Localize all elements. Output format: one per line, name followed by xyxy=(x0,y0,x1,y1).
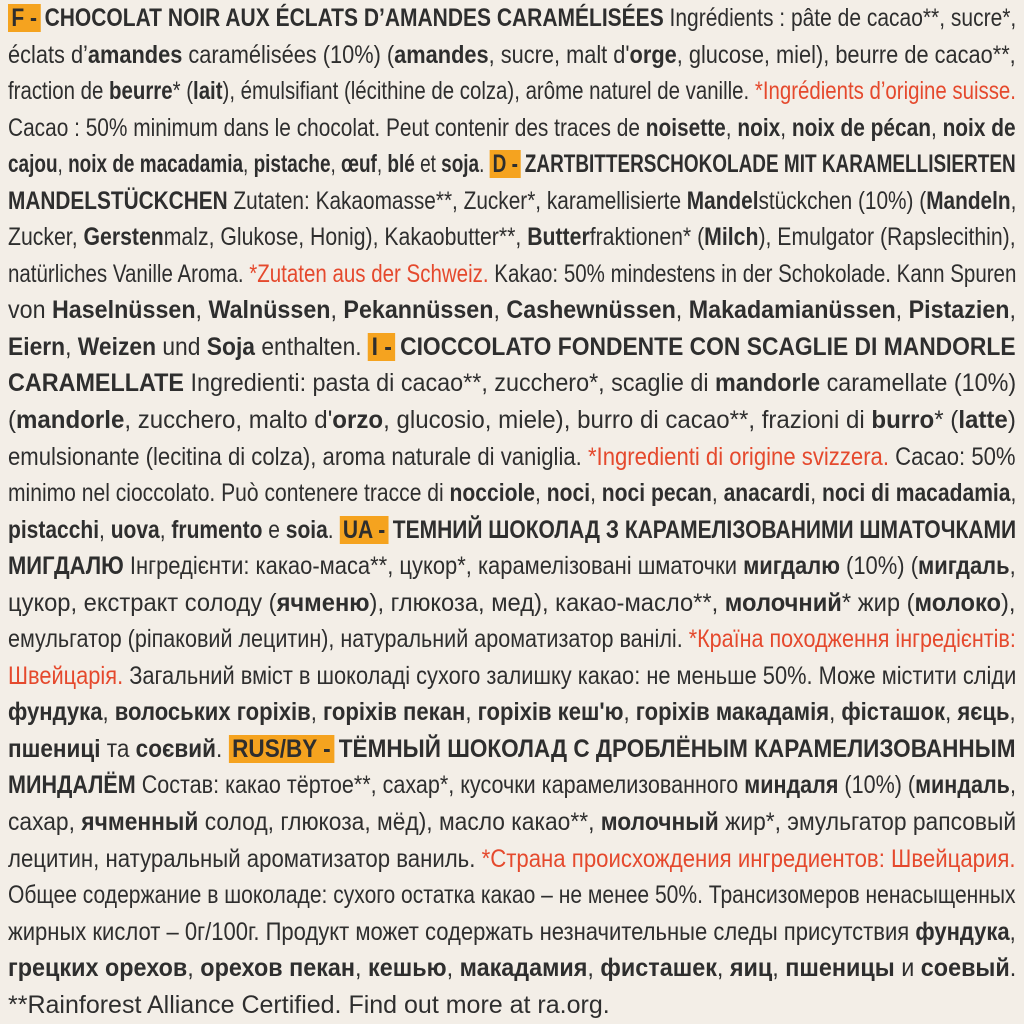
body-text: , xyxy=(330,150,342,179)
body-text: , xyxy=(159,515,172,544)
line-content xyxy=(8,183,1016,220)
line-content xyxy=(8,402,1016,439)
allergen-text: beurre xyxy=(109,77,173,106)
origin-note: *Страна происхождения ингредиентов: Швейцария. xyxy=(481,844,1016,873)
text-line xyxy=(8,804,1016,841)
text-line xyxy=(8,183,1016,220)
origin-note: Швейцарія. xyxy=(8,661,124,690)
product-name-heading: МИНДАЛЁМ xyxy=(8,771,136,800)
product-name-heading: CARAMELLATE xyxy=(8,369,185,398)
body-text: , glucosio, miele), burro di cacao**, frazioni di xyxy=(383,406,872,435)
origin-note: *Країна походження інгредієнтів: xyxy=(688,625,1016,654)
allergen-text: nocciole xyxy=(449,479,536,508)
body-text: ( xyxy=(8,406,17,435)
body-text: (10%) ( xyxy=(838,771,916,800)
line-content xyxy=(8,877,1016,914)
body-text: Zucker, xyxy=(8,223,84,252)
body-text: caramélisées (10%) ( xyxy=(182,40,395,69)
allergen-text: яєць xyxy=(957,698,1010,727)
text-line xyxy=(8,548,1016,585)
text-line xyxy=(8,658,1016,695)
allergen-text: Milch xyxy=(704,223,759,252)
allergen-text: пшениці xyxy=(8,734,101,763)
body-text: ), émulsifiant (lécithine de colza), arôme naturel de vanille. xyxy=(222,77,755,106)
line-content xyxy=(8,439,1016,476)
line-content xyxy=(8,804,1016,841)
body-text: , xyxy=(102,698,115,727)
line-content xyxy=(8,950,1016,987)
origin-note: *Ingrédients d’origine suisse. xyxy=(754,77,1016,106)
body-text: ), Emulgator (Rapslecithin), xyxy=(758,223,1016,252)
body-text: , xyxy=(446,954,460,983)
body-text: , xyxy=(535,479,547,508)
origin-note: *Ingredienti di origine svizzera. xyxy=(587,442,890,471)
allergen-text: яиц xyxy=(729,954,773,983)
allergen-text: Eiern xyxy=(8,332,66,361)
text-line xyxy=(8,146,1016,183)
text-line xyxy=(8,621,1016,658)
body-text: et xyxy=(414,150,442,179)
body-text: лецитин, натуральный ароматизатор ваниль. xyxy=(8,844,482,873)
body-text: Kakao: 50% mindestens in der Schokolade. Kann Spuren xyxy=(488,259,1016,288)
language-code-badge: UA - xyxy=(339,516,388,544)
body-text: , xyxy=(1010,479,1016,508)
line-content xyxy=(8,146,1016,183)
body-text: сахар, xyxy=(8,808,82,837)
body-text: , sucre, malt d' xyxy=(488,40,630,69)
body-text: fraction de xyxy=(8,77,110,106)
allergen-text: горіхів макадамія xyxy=(635,698,830,727)
body-text: , xyxy=(1009,296,1016,325)
body-text: , xyxy=(1009,552,1016,581)
allergen-text: фундука xyxy=(8,698,103,727)
allergen-text: горіхів пекан xyxy=(322,698,466,727)
body-text: * жир ( xyxy=(841,588,915,617)
line-content xyxy=(8,475,1016,512)
body-text: , xyxy=(1010,186,1016,215)
allergen-text: молочний xyxy=(724,588,842,617)
body-text: , xyxy=(930,113,943,142)
body-text: жир*, эмульгатор рапсовый xyxy=(718,808,1016,837)
body-text: та xyxy=(100,734,136,763)
text-line xyxy=(8,256,1016,293)
text-line xyxy=(8,914,1016,951)
product-name-heading: ZARTBITTERSCHOKOLADE MIT KARAMELLISIERTEN xyxy=(524,150,1016,179)
text-line xyxy=(8,731,1016,768)
product-name-heading: ТЁМНЫЙ ШОКОЛАД С ДРОБЛЁНЫМ КАРАМЕЛИЗОВАННЫМ xyxy=(338,734,1016,763)
line-content xyxy=(8,621,1016,658)
body-text: * ( xyxy=(934,406,959,435)
body-text: minimo nel cioccolato. Può contenere tracce di xyxy=(8,479,450,508)
allergen-text: pistache xyxy=(253,150,331,179)
product-name-heading: CHOCOLAT NOIR AUX ÉCLATS D’AMANDES CARAMÉLISÉES xyxy=(44,4,664,32)
allergen-text: Weizen xyxy=(77,332,157,361)
body-text: , xyxy=(590,479,602,508)
body-text: , xyxy=(310,698,323,727)
allergen-text: uova xyxy=(110,515,160,544)
text-line xyxy=(8,402,1016,439)
body-text: , xyxy=(330,296,344,325)
body-text: , xyxy=(195,296,209,325)
allergen-text: соєвий xyxy=(135,734,216,763)
allergen-text: Butter xyxy=(527,223,590,252)
allergen-text: Pekannüssen xyxy=(343,296,494,325)
text-line xyxy=(8,0,1016,37)
body-text: Zutaten: Kakaomasse**, Zucker*, karamellisierte xyxy=(227,186,687,215)
allergen-text: orzo xyxy=(332,406,384,435)
allergen-text: latte xyxy=(958,406,1008,435)
body-text: Загальний вміст в шоколаді сухого залишку какао: не меньше 50%. Може містити сліди xyxy=(123,661,1016,690)
allergen-text: миндаля xyxy=(744,771,839,800)
allergen-text: Mandel xyxy=(686,186,759,215)
allergen-text: мигдаль xyxy=(918,552,1010,581)
text-line xyxy=(8,475,1016,512)
text-line xyxy=(8,73,1016,110)
body-text: Ingrédients : pâte de cacao**, sucre*, xyxy=(663,4,1016,32)
allergen-text: грецких орехов xyxy=(8,954,188,983)
allergen-text: Makadamianüssen xyxy=(688,296,896,325)
text-line xyxy=(8,329,1016,366)
body-text: . xyxy=(479,150,490,179)
body-text: , glucose, miel), beurre de cacao**, xyxy=(676,40,1016,69)
allergen-text: anacardi xyxy=(723,479,811,508)
line-content xyxy=(8,731,1016,768)
body-text: . xyxy=(215,734,229,763)
allergen-text: мигдалю xyxy=(743,552,840,581)
allergen-text: фундука xyxy=(915,917,1010,946)
line-content xyxy=(8,841,1016,878)
allergen-text: lait xyxy=(193,77,223,106)
allergen-text: пшеницы xyxy=(785,954,895,983)
allergen-text: mandorle xyxy=(714,369,821,398)
allergen-text: noci pecan xyxy=(601,479,712,508)
text-line xyxy=(8,877,1016,914)
text-line xyxy=(8,219,1016,256)
body-text: * ( xyxy=(172,77,194,106)
body-text: , xyxy=(1009,771,1016,800)
allergen-text: pistacchi xyxy=(8,515,100,544)
allergen-text: фисташек xyxy=(600,954,717,983)
body-text: , xyxy=(810,479,822,508)
body-text: . xyxy=(327,515,340,544)
text-line xyxy=(8,37,1016,74)
body-text: Cacao : 50% minimum dans le chocolat. Peut contenir des traces de xyxy=(8,113,646,142)
product-name-heading: ТЕМНИЙ ШОКОЛАД З КАРАМЕЛІЗОВАНИМИ ШМАТОЧКАМИ xyxy=(392,515,1016,544)
body-text: , xyxy=(725,113,738,142)
body-text: Cacao: 50% xyxy=(889,442,1016,471)
allergen-text: Soja xyxy=(206,332,255,361)
allergen-text: noci di macadamia xyxy=(821,479,1011,508)
line-content xyxy=(8,548,1016,585)
line-content xyxy=(8,914,1016,951)
allergen-text: Haselnüssen xyxy=(51,296,196,325)
body-text: , xyxy=(829,698,842,727)
allergen-text: noix de pécan xyxy=(791,113,931,142)
body-text: , xyxy=(675,296,689,325)
allergen-text: макадамия xyxy=(459,954,588,983)
line-content xyxy=(8,365,1016,402)
body-text: , xyxy=(772,954,786,983)
body-text: emulsionante (lecitina di colza), aroma naturale di vaniglia. xyxy=(8,442,588,471)
body-text: Ingredienti: pasta di cacao**, zucchero*, scaglie di xyxy=(184,369,715,398)
body-text: , zucchero, malto d' xyxy=(124,406,333,435)
allergen-text: молоко xyxy=(914,588,1002,617)
line-content xyxy=(8,585,1016,622)
text-line xyxy=(8,439,1016,476)
body-text: . xyxy=(1009,954,1016,983)
origin-note: *Zutaten aus der Schweiz. xyxy=(249,259,489,288)
body-text: enthalten. xyxy=(254,332,368,361)
line-content xyxy=(8,512,1016,549)
body-text: ), глюкоза, мед), какао-масло**, xyxy=(369,588,725,617)
allergen-text: amandes xyxy=(87,40,183,69)
allergen-text: noisette xyxy=(645,113,726,142)
body-text: ) xyxy=(1007,406,1016,435)
allergen-text: Pistazien xyxy=(908,296,1010,325)
allergen-text: Walnüssen xyxy=(208,296,331,325)
line-content xyxy=(8,0,1016,37)
allergen-text: noix xyxy=(737,113,781,142)
text-line xyxy=(8,110,1016,147)
allergen-text: орехов пекан xyxy=(200,954,356,983)
body-text: éclats d’ xyxy=(8,40,88,69)
body-text: (10%) ( xyxy=(839,552,919,581)
body-text: , xyxy=(355,954,369,983)
allergen-text: œuf xyxy=(341,150,377,179)
body-text: , xyxy=(623,698,636,727)
allergen-text: blé xyxy=(387,150,415,179)
allergen-text: frumento xyxy=(171,515,263,544)
allergen-text: фісташок xyxy=(841,698,946,727)
body-text: , xyxy=(465,698,478,727)
text-line xyxy=(8,987,1016,1024)
body-text: Інгредієнти: какао-маса**, цукор*, карамелізовані шматочки xyxy=(123,552,744,581)
allergen-text: ячменный xyxy=(81,808,199,837)
line-content xyxy=(8,37,1016,74)
body-text: und xyxy=(156,332,207,361)
line-content xyxy=(8,767,1016,804)
allergen-text: noci xyxy=(546,479,591,508)
body-text: , xyxy=(1009,917,1016,946)
body-text: **Rainforest Alliance Certified. Find out more at ra.org. xyxy=(8,990,610,1019)
body-text: malz, Glukose, Honig), Kakaobutter**, xyxy=(163,223,528,252)
body-text: e xyxy=(262,515,286,544)
body-text: Состав: какао тёртое**, сахар*, кусочки карамелизованного xyxy=(135,771,745,800)
body-text: ), xyxy=(1001,588,1016,617)
product-name-heading: МИГДАЛЮ xyxy=(8,552,124,581)
allergen-text: миндаль xyxy=(915,771,1010,800)
text-line xyxy=(8,512,1016,549)
body-text: Общее содержание в шоколаде: сухого остатка какао – не менее 50%. Трансизомеров ненасыщенных xyxy=(8,881,1016,910)
text-line xyxy=(8,292,1016,329)
body-text: caramellate (10%) xyxy=(820,369,1016,398)
body-text: цукор, екстракт солоду ( xyxy=(8,588,277,617)
product-name-heading: CIOCCOLATO FONDENTE CON SCAGLIE DI MANDORLE xyxy=(400,332,1016,361)
allergen-text: orge xyxy=(629,40,677,69)
text-line xyxy=(8,585,1016,622)
line-content xyxy=(8,987,610,1024)
body-text: , xyxy=(376,150,388,179)
allergen-text: burro xyxy=(871,406,935,435)
body-text: , xyxy=(1009,698,1016,727)
body-text: natürliches Vanille Aroma. xyxy=(8,259,250,288)
allergen-text: Mandeln xyxy=(926,186,1011,215)
line-content xyxy=(8,219,1016,256)
language-code-badge: I - xyxy=(368,333,396,361)
allergen-text: noix de macadamia xyxy=(68,150,244,179)
allergen-text: кешью xyxy=(368,954,447,983)
allergen-text: mandorle xyxy=(16,406,125,435)
text-line xyxy=(8,694,1016,731)
body-text: , xyxy=(711,479,724,508)
body-text: емульгатор (ріпаковий лецитин), натуральний ароматизатор ванілі. xyxy=(8,625,689,654)
allergen-text: горіхів кеш'ю xyxy=(477,698,624,727)
text-line xyxy=(8,365,1016,402)
body-text: жирных кислот – 0г/100г. Продукт может содержать незначительные следы присутствия xyxy=(8,917,916,946)
line-content xyxy=(8,658,1016,695)
line-content xyxy=(8,73,1016,110)
body-text: stückchen (10%) ( xyxy=(758,186,927,215)
body-text: von xyxy=(8,296,52,325)
allergen-text: Gersten xyxy=(83,223,164,252)
allergen-text: noix de xyxy=(942,113,1016,142)
line-content xyxy=(8,292,1016,329)
body-text: , xyxy=(587,954,601,983)
body-text: , xyxy=(493,296,507,325)
body-text: , xyxy=(99,515,111,544)
allergen-text: Cashewnüssen xyxy=(506,296,676,325)
body-text: , xyxy=(243,150,254,179)
allergen-text: ячменю xyxy=(276,588,370,617)
body-text: , xyxy=(65,332,78,361)
body-text: , xyxy=(895,296,909,325)
line-content xyxy=(8,329,1016,366)
body-text: , xyxy=(57,150,69,179)
allergen-text: cajou xyxy=(8,150,58,179)
body-text: , xyxy=(780,113,792,142)
language-code-badge: RUS/BY - xyxy=(229,735,335,763)
product-name-heading: MANDELSTÜCKCHEN xyxy=(8,186,228,215)
line-content xyxy=(8,694,1016,731)
allergen-text: молочный xyxy=(600,808,719,837)
allergen-text: соевый xyxy=(920,954,1010,983)
body-text: , xyxy=(716,954,730,983)
allergen-text: волоських горіхів xyxy=(114,698,311,727)
allergen-text: soia xyxy=(285,515,328,544)
body-text: солод, глюкоза, мёд), масло какао**, xyxy=(198,808,601,837)
allergen-text: soja xyxy=(441,150,480,179)
body-text: fraktionen* ( xyxy=(589,223,705,252)
text-line xyxy=(8,767,1016,804)
body-text: , xyxy=(945,698,958,727)
line-content xyxy=(8,110,1016,147)
allergen-text: amandes xyxy=(394,40,489,69)
body-text: , xyxy=(187,954,201,983)
text-line xyxy=(8,841,1016,878)
language-code-badge: D - xyxy=(490,150,521,178)
text-line xyxy=(8,950,1016,987)
body-text: и xyxy=(894,954,921,983)
language-code-badge: F - xyxy=(8,4,40,32)
line-content xyxy=(8,256,1016,293)
